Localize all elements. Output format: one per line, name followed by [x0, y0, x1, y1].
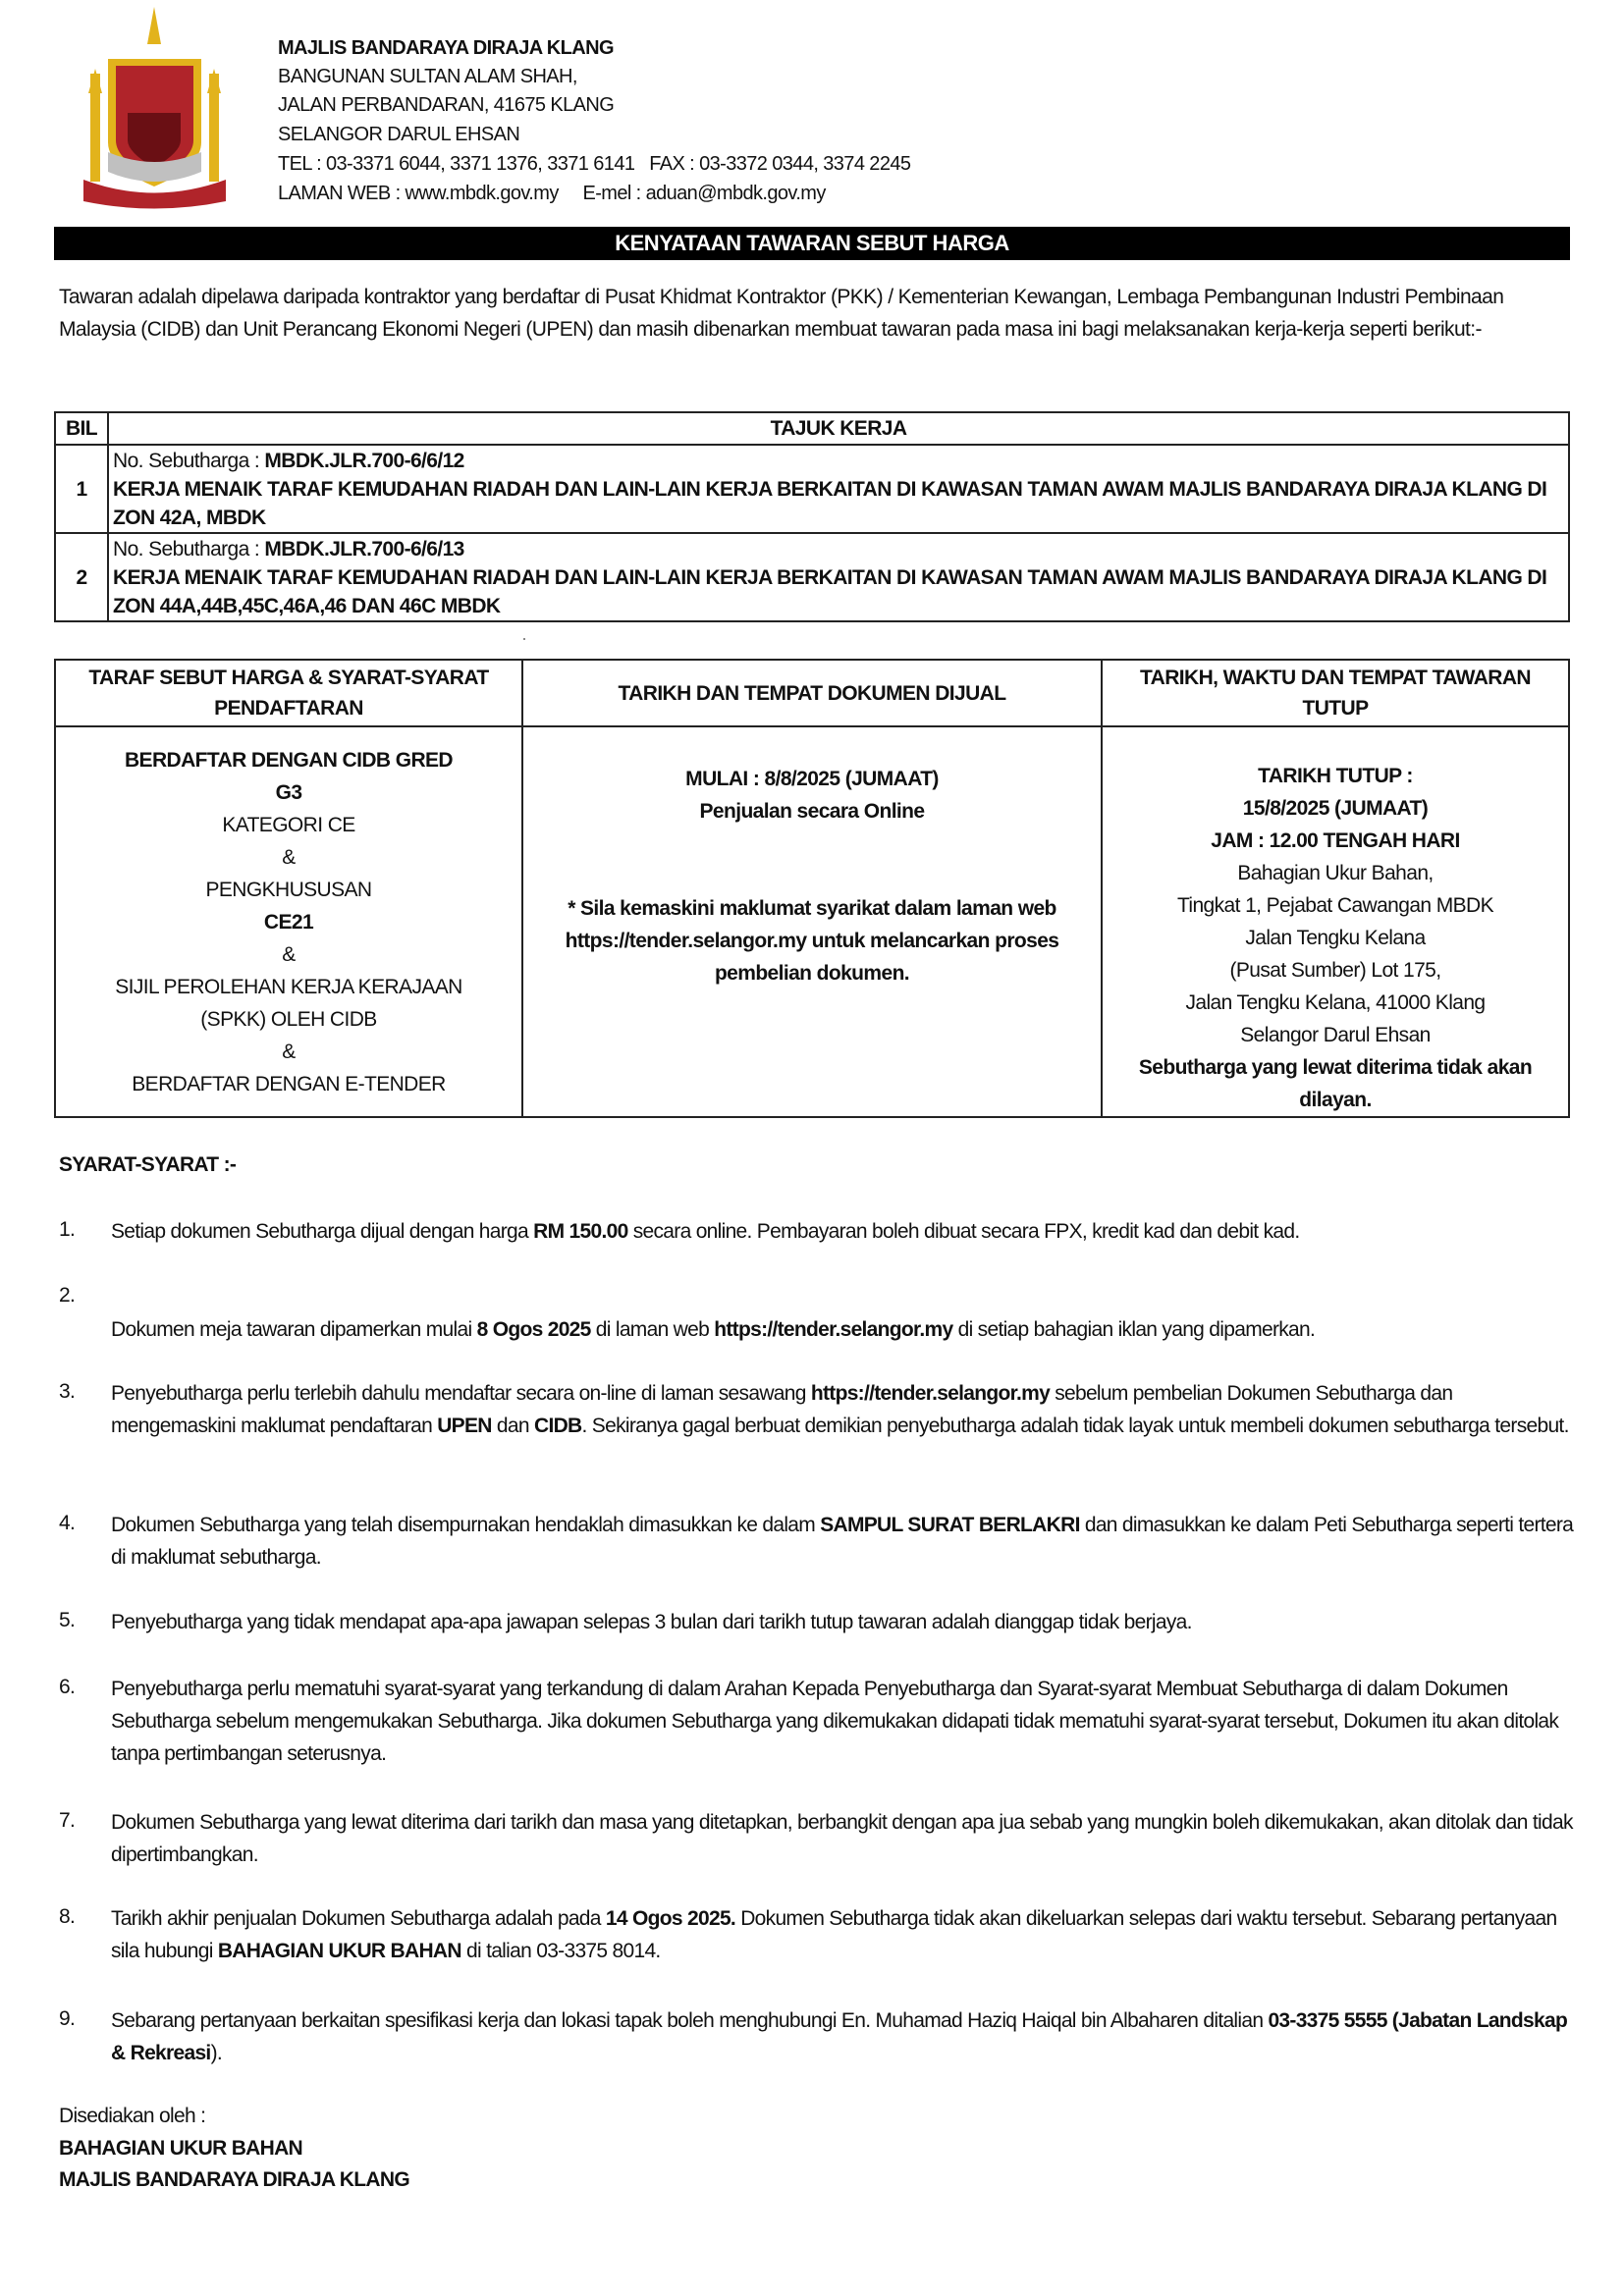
- cell-line: Sebutharga yang lewat diterima tidak akan dilayan.: [1138, 1056, 1533, 1111]
- condition-text-part: di setiap bahagian iklan yang dipamerkan.: [952, 1318, 1316, 1341]
- condition-text-part: Dokumen Sebutharga yang lewat diterima dari tarikh dan masa yang ditetapkan, berbangkit dengan apa jua sebab yang mungkin boleh dikemukakan, akan ditolak dan tidak dipertimbangkan.: [111, 1811, 1573, 1866]
- cell-line: BERDAFTAR DENGAN E-TENDER: [132, 1072, 446, 1095]
- header-tajuk-kerja: TAJUK KERJA: [108, 412, 1569, 445]
- cell-line: Tingkat 1, Pejabat Cawangan MBDK: [1176, 894, 1494, 917]
- condition-text-part: UPEN: [437, 1415, 492, 1437]
- condition-number: 6.: [59, 1676, 76, 1698]
- row-number: 1: [55, 445, 108, 533]
- condition-text-part: 03-3375 5555 (Jabatan Landskap & Rekreasi: [111, 2009, 1568, 2064]
- table-row: [55, 445, 1569, 533]
- stray-dot: [523, 638, 525, 640]
- condition-text-part: ).: [210, 2042, 223, 2064]
- address-line-3: SELANGOR DARUL EHSAN: [278, 124, 520, 145]
- conditions-heading: SYARAT-SYARAT :-: [59, 1153, 237, 1176]
- contact-line: TEL : 03-3371 6044, 3371 1376, 3371 6141 FAX : 03-3372 0344, 3374 2245: [278, 153, 911, 175]
- condition-text: [111, 1509, 1574, 1574]
- ref-number: MBDK.JLR.700-6/6/13: [264, 537, 464, 561]
- condition-text-part: Dokumen Sebutharga yang telah disempurnakan hendaklah dimasukkan ke dalam: [111, 1514, 821, 1536]
- condition-text-part: BAHAGIAN UKUR BAHAN: [217, 1940, 461, 1962]
- header-bil: BIL: [55, 412, 108, 445]
- cell-line: Bahagian Ukur Bahan,: [1237, 862, 1434, 884]
- condition-text-part: https://tender.selangor.my: [810, 1382, 1051, 1405]
- cell-line: G3: [275, 780, 302, 804]
- condition-text-part: . Sekiranya gagal berbuat demikian penyebutharga adalah tidak layak untuk membeli dokumen sebutharga tersebut.: [581, 1415, 1569, 1437]
- sale-note: * Sila kemaskini maklumat syarikat dalam laman web https://tender.selangor.my untuk melancarkan proses pembelian dokumen.: [565, 897, 1059, 985]
- address-line-1: BANGUNAN SULTAN ALAM SHAH,: [278, 66, 577, 87]
- condition-number: 8.: [59, 1905, 76, 1928]
- sale-date-cell: [522, 726, 1102, 1117]
- condition-text-part: Setiap dokumen Sebutharga dijual dengan harga: [111, 1220, 534, 1243]
- cell-line: BERDAFTAR DENGAN CIDB GRED: [124, 748, 453, 772]
- condition-number: 7.: [59, 1809, 76, 1832]
- cell-line: SIJIL PEROLEHAN KERJA KERAJAAN: [115, 975, 462, 998]
- condition-text-part: Tarikh akhir penjualan Dokumen Sebutharga adalah pada: [111, 1907, 606, 1930]
- condition-text-part: SAMPUL SURAT BERLAKRI: [820, 1514, 1080, 1536]
- cell-line: &: [282, 942, 296, 966]
- cell-line: Jalan Tengku Kelana: [1245, 927, 1426, 949]
- condition-number: 1.: [59, 1218, 76, 1241]
- header-sale-date: TARIKH DAN TEMPAT DOKUMEN DIJUAL: [522, 660, 1102, 726]
- cell-line: CE21: [263, 910, 314, 934]
- condition-text-part: 8 Ogos 2025: [476, 1318, 591, 1341]
- condition-text-part: Penyebutharga yang tidak mendapat apa-apa jawapan selepas 3 bulan dari tarikh tutup tawaran adalah dianggap tidak berjaya.: [111, 1611, 1192, 1633]
- work-title: KERJA MENAIK TARAF KEMUDAHAN RIADAH DAN LAIN-LAIN KERJA BERKAITAN DI KAWASAN TAMAN AWAM MAJLIS BANDARAYA DIRAJA KLANG DI ZON 44A,44B,45C,46A,46 DAN 46C MBDK: [113, 565, 1547, 617]
- ref-label: No. Sebutharga :: [113, 537, 265, 561]
- condition-number: 4.: [59, 1512, 76, 1534]
- condition-number: 2.: [59, 1284, 76, 1307]
- prepared-by-org: MAJLIS BANDARAYA DIRAJA KLANG: [59, 2168, 409, 2191]
- sale-mode: Penjualan secara Online: [699, 800, 925, 823]
- document-title: KENYATAAN TAWARAN SEBUT HARGA: [54, 227, 1570, 260]
- condition-number: 5.: [59, 1609, 76, 1631]
- cell-line: &: [282, 845, 296, 869]
- ref-number: MBDK.JLR.700-6/6/12: [264, 449, 464, 472]
- condition-text: [111, 1215, 1574, 1248]
- prepared-by-dept: BAHAGIAN UKUR BAHAN: [59, 2137, 303, 2160]
- condition-text-part: Sebarang pertanyaan berkaitan spesifikasi kerja dan lokasi tapak boleh menghubungi En. Muhamad Haziq Haiqal bin Albaharen ditalian: [111, 2009, 1269, 2032]
- condition-text-part: sebelum pembelian Dokumen Sebutharga dan mengemaskini maklumat pendaftaran: [111, 1382, 1453, 1437]
- cell-line: KATEGORI CE: [222, 813, 355, 836]
- condition-text: [111, 1673, 1574, 1770]
- cell-line: (Pusat Sumber) Lot 175,: [1229, 959, 1441, 982]
- condition-text-part: CIDB: [533, 1415, 582, 1437]
- condition-number: 3.: [59, 1380, 76, 1403]
- address-line-2: JALAN PERBANDARAN, 41675 KLANG: [278, 94, 615, 116]
- requirements-cell: [55, 726, 522, 1117]
- intro-paragraph: Tawaran adalah dipelawa daripada kontraktor yang berdaftar di Pusat Khidmat Kontraktor (PKK) / Kementerian Kewangan, Lembaga Pembangunan Industri Pembinaan Malaysia (CIDB) dan Unit Perancang Ekonomi Negeri (UPEN) dan masih dibenarkan membuat tawaran pada masa ini bagi melaksanakan kerja-kerja seperti berikut:-: [59, 286, 1504, 341]
- condition-text: [111, 1313, 1574, 1346]
- condition-text-part: Penyebutharga perlu mematuhi syarat-syarat yang terkandung di dalam Arahan Kepada Penyebutharga dan Syarat-syarat Membuat Sebutharga di dalam Dokumen Sebutharga sebelum mengemukakan Sebutharga. Jika dokumen Sebutharga yang dikemukakan didapati tidak mematuhi syarat-syarat tersebut, Dokumen itu akan ditolak tanpa pertimbangan seterusnya.: [111, 1678, 1559, 1765]
- cell-line: Selangor Darul Ehsan: [1240, 1024, 1431, 1046]
- works-table: [54, 411, 1570, 622]
- condition-text-part: dan: [491, 1415, 534, 1437]
- condition-text-part: RM 150.00: [533, 1220, 628, 1243]
- cell-line: TARIKH TUTUP :: [1258, 765, 1413, 787]
- details-table: [54, 659, 1570, 1118]
- row-number: 2: [55, 533, 108, 621]
- condition-text-part: di laman web: [590, 1318, 715, 1341]
- header-requirements: TARAF SEBUT HARGA & SYARAT-SYARAT PENDAFTARAN: [55, 660, 522, 726]
- condition-text: [111, 1377, 1574, 1442]
- work-title: KERJA MENAIK TARAF KEMUDAHAN RIADAH DAN LAIN-LAIN KERJA BERKAITAN DI KAWASAN TAMAN AWAM MAJLIS BANDARAYA DIRAJA KLANG DI ZON 42A, MBDK: [113, 477, 1547, 529]
- condition-text-part: di talian 03-3375 8014.: [460, 1940, 661, 1962]
- cell-line: PENGKHUSUSAN: [205, 878, 372, 901]
- header-closing: TARIKH, WAKTU DAN TEMPAT TAWARAN TUTUP: [1102, 660, 1569, 726]
- closing-cell: [1102, 726, 1569, 1117]
- condition-text-part: secara online. Pembayaran boleh dibuat secara FPX, kredit kad dan debit kad.: [627, 1220, 1300, 1243]
- condition-number: 9.: [59, 2007, 76, 2030]
- condition-text-part: Dokumen Sebutharga tidak akan dikeluarkan selepas dari waktu tersebut. Sebarang pertanyaan sila hubungi: [111, 1907, 1557, 1962]
- cell-line: Jalan Tengku Kelana, 41000 Klang: [1185, 991, 1486, 1014]
- sale-start: MULAI : 8/8/2025 (JUMAAT): [685, 768, 939, 790]
- cell-line: &: [282, 1040, 296, 1063]
- condition-text-part: https://tender.selangor.my: [714, 1318, 953, 1341]
- cell-line: JAM : 12.00 TENGAH HARI: [1211, 829, 1460, 852]
- cell-line: 15/8/2025 (JUMAAT): [1242, 797, 1429, 820]
- condition-text: [111, 2004, 1574, 2069]
- table-row: [55, 533, 1569, 621]
- condition-text-part: dan dimasukkan ke dalam Peti Sebutharga seperti tertera di maklumat sebutharga.: [111, 1514, 1574, 1569]
- condition-text: [111, 1806, 1574, 1871]
- condition-text-part: Penyebutharga perlu terlebih dahulu mendaftar secara on-line di laman sesawang: [111, 1382, 811, 1405]
- works-table-header: [55, 412, 1569, 445]
- prepared-by-label: Disediakan oleh :: [59, 2105, 206, 2127]
- condition-text-part: 14 Ogos 2025.: [605, 1907, 736, 1930]
- ref-label: No. Sebutharga :: [113, 449, 265, 472]
- cell-line: (SPKK) OLEH CIDB: [200, 1007, 377, 1031]
- org-name: MAJLIS BANDARAYA DIRAJA KLANG: [278, 37, 614, 59]
- web-email-line: LAMAN WEB : www.mbdk.gov.my E-mel : aduan@mbdk.gov.my: [278, 183, 826, 204]
- mbdk-crest-logo: [79, 5, 231, 213]
- condition-text: [111, 1902, 1574, 1967]
- condition-text-part: Dokumen meja tawaran dipamerkan mulai: [111, 1318, 477, 1341]
- condition-text: [111, 1606, 1574, 1638]
